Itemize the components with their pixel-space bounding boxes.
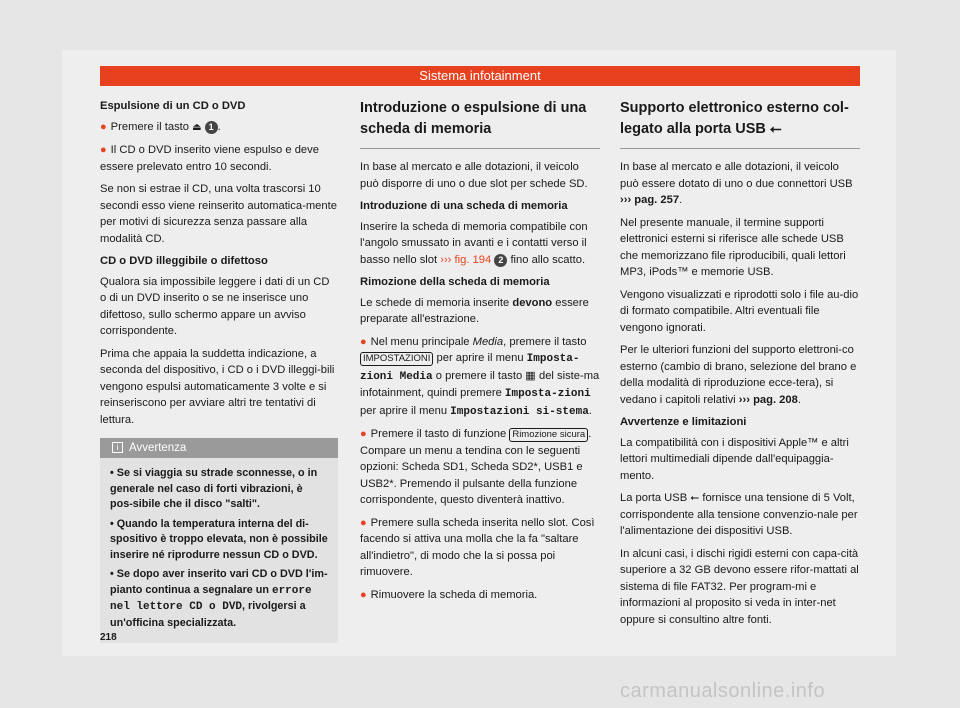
insert-heading: Introduzione di una scheda di memoria (360, 200, 568, 212)
bullet-icon: ● (360, 428, 367, 440)
bullet-icon: ● (100, 120, 107, 133)
callout-number: 2 (494, 254, 507, 267)
bullet-icon: ● (360, 335, 367, 348)
eject-paragraph: Se non si estrae il CD, una volta trascorsi 10 secondi esso viene reinserito automatica-mente per motivi di sicurezza senza passare alla modalità CD. (100, 183, 337, 245)
unreadable-heading: CD o DVD illeggibile o difettoso (100, 255, 268, 267)
remove-step-4: ● Rimuovere la scheda di memoria. (360, 588, 538, 601)
usb-intro: In base al mercato e alle dotazioni, il veicolo può essere dotato di uno o due connettori USB ››› pag. 257. (620, 161, 853, 206)
remove-step-2: ● Premere il tasto di funzione Rimozione sicura . Compare un menu a tendina con le seguenti opzioni: Scheda SD1, Scheda SD2*, USB1 e USB2*. Premendo il pulsante della funzione corrispondente, questo diventerà inattivo. (360, 428, 592, 506)
page-number: 218 (100, 632, 117, 643)
usb-paragraph-4: Per le ulteriori funzioni del supporto elettroni-co esterno (cambio di brano, selezione del brano e della modalità di riproduzione ecce-tera), si vedano i capitoli relativi ››› pag. 208. (620, 344, 857, 406)
usb-title: Supporto elettronico esterno col-legato alla porta USB ⭠ (620, 98, 860, 149)
unreadable-paragraph-1: Qualora sia impossibile leggere i dati di un CD o di un DVD inserito o se ne inserisce uno difettoso, sullo schermo appare un avviso corrispondente. (100, 275, 330, 337)
menu-grid-icon: ▦ (525, 369, 536, 382)
page-link[interactable]: ››› pag. 208 (738, 393, 798, 406)
figure-link[interactable]: ››› fig. 194 (440, 253, 492, 266)
bullet-icon: ● (100, 144, 107, 156)
column-2 (360, 98, 600, 609)
usb-paragraph-2: Nel presente manuale, il termine supporti elettronici esterni si riferisce alle schede USB che memorizzano file riproducibili, quali lettori MP3, iPods™ e memorie USB. (620, 216, 846, 278)
insert-paragraph: Inserire la scheda di memoria compatibile con l'angolo smussato in avanti e i contatti verso il basso nello slot ››› fig. 194 2 fino allo scatto. (360, 220, 588, 266)
note-item-3: • Se dopo aver inserito vari CD o DVD l'im-pianto continua a segnalare un errore nel lettore CD o DVD, rivolgersi a un'officina specializzata. (110, 568, 328, 629)
watermark: carmanualsonline.info (620, 680, 826, 702)
section-header: Sistema infotainment (100, 66, 860, 86)
remove-heading: Rimozione della scheda di memoria (360, 276, 550, 288)
info-icon: i (112, 442, 123, 453)
note-body (100, 458, 338, 643)
bullet-icon: ● (360, 516, 367, 529)
remove-step-1: ● Nel menu principale Media, premere il tasto IMPOSTAZIONI per aprire il menu Imposta-zioni Media o premere il tasto ▦ del siste-ma infotainment, quindi premere Imposta-zioni per aprire il menu Impostazioni si-stema. (360, 335, 600, 418)
eject-step-1: ● Premere il tasto ⏏ 1 . (100, 119, 338, 137)
callout-number: 1 (205, 121, 218, 134)
note-item-1: • Se si viaggia su strade sconnesse, o in generale nel caso di forti vibrazioni, è pos-sibile che il disco "salti". (110, 467, 318, 510)
remove-paragraph: Le schede di memoria inserite devono essere preparate all'estrazione. (360, 296, 589, 325)
bullet-icon: ● (360, 588, 367, 601)
remove-step-3: ● Premere sulla scheda inserita nello slot. Così facendo si attiva una molla che la fa "saltare all'indietro", di modo che la si possa poi rimuovere. (360, 516, 595, 578)
eject-heading: Espulsione di un CD o DVD (100, 100, 246, 112)
usb-paragraph-3: Vengono visualizzati e riprodotti solo i file au-dio di formato compatibile. Altri eventuali file vengono ignorati. (620, 288, 859, 334)
unreadable-paragraph-2: Prima che appaia la suddetta indicazione, a seconda del dispositivo, i CD o i DVD illeggi-bili vengono espulsi automaticamente 3 volte e si reinseriscono per avviare altri tre tentativi di lettura. (100, 347, 335, 426)
eject-step-2: ● Il CD o DVD inserito viene espulso e deve essere prelevato entro 10 secondi. (100, 144, 319, 173)
limits-paragraph-2: La porta USB ⭠ fornisce una tensione di 5 Volt, corrispondente alla tensione convenzio-nale per l'alimentazione dei dispositivi USB. (620, 492, 858, 537)
column-1 (100, 98, 338, 643)
limits-paragraph-3: In alcuni casi, i dischi rigidi esterni con capa-cità superiore a 32 GB devono essere rifor-mattati al sistema di file FAT32. Per program-mi e informazioni al proposito si veda in inter-net oppure si consultino altre fonti. (620, 547, 859, 626)
memory-card-title: Introduzione o espulsione di una scheda di memoria (360, 98, 600, 149)
safe-remove-key: Rimozione sicura (509, 428, 588, 442)
column-3 (620, 98, 860, 634)
note-header: i Avvertenza (100, 438, 338, 458)
limits-paragraph-1: La compatibilità con i dispositivi Apple™ e altri lettori multimediali dipende dall'equipaggia-mento. (620, 436, 849, 482)
note-item-2: • Quando la temperatura interna del di-spositivo è troppo elevata, non è possibile inserire né riprodurre nessun CD o DVD. (110, 517, 328, 561)
page-link[interactable]: ››› pag. 257 (620, 194, 680, 206)
note-box (100, 438, 338, 643)
usb-icon: ⭠ (690, 492, 700, 504)
usb-icon: ⭠ (769, 121, 782, 137)
limits-heading: Avvertenze e limitazioni (620, 416, 747, 428)
eject-icon: ⏏ (192, 121, 202, 133)
settings-key: IMPOSTAZIONI (360, 352, 433, 366)
memory-intro: In base al mercato e alle dotazioni, il veicolo può disporre di uno o due slot per schede SD. (360, 161, 588, 190)
